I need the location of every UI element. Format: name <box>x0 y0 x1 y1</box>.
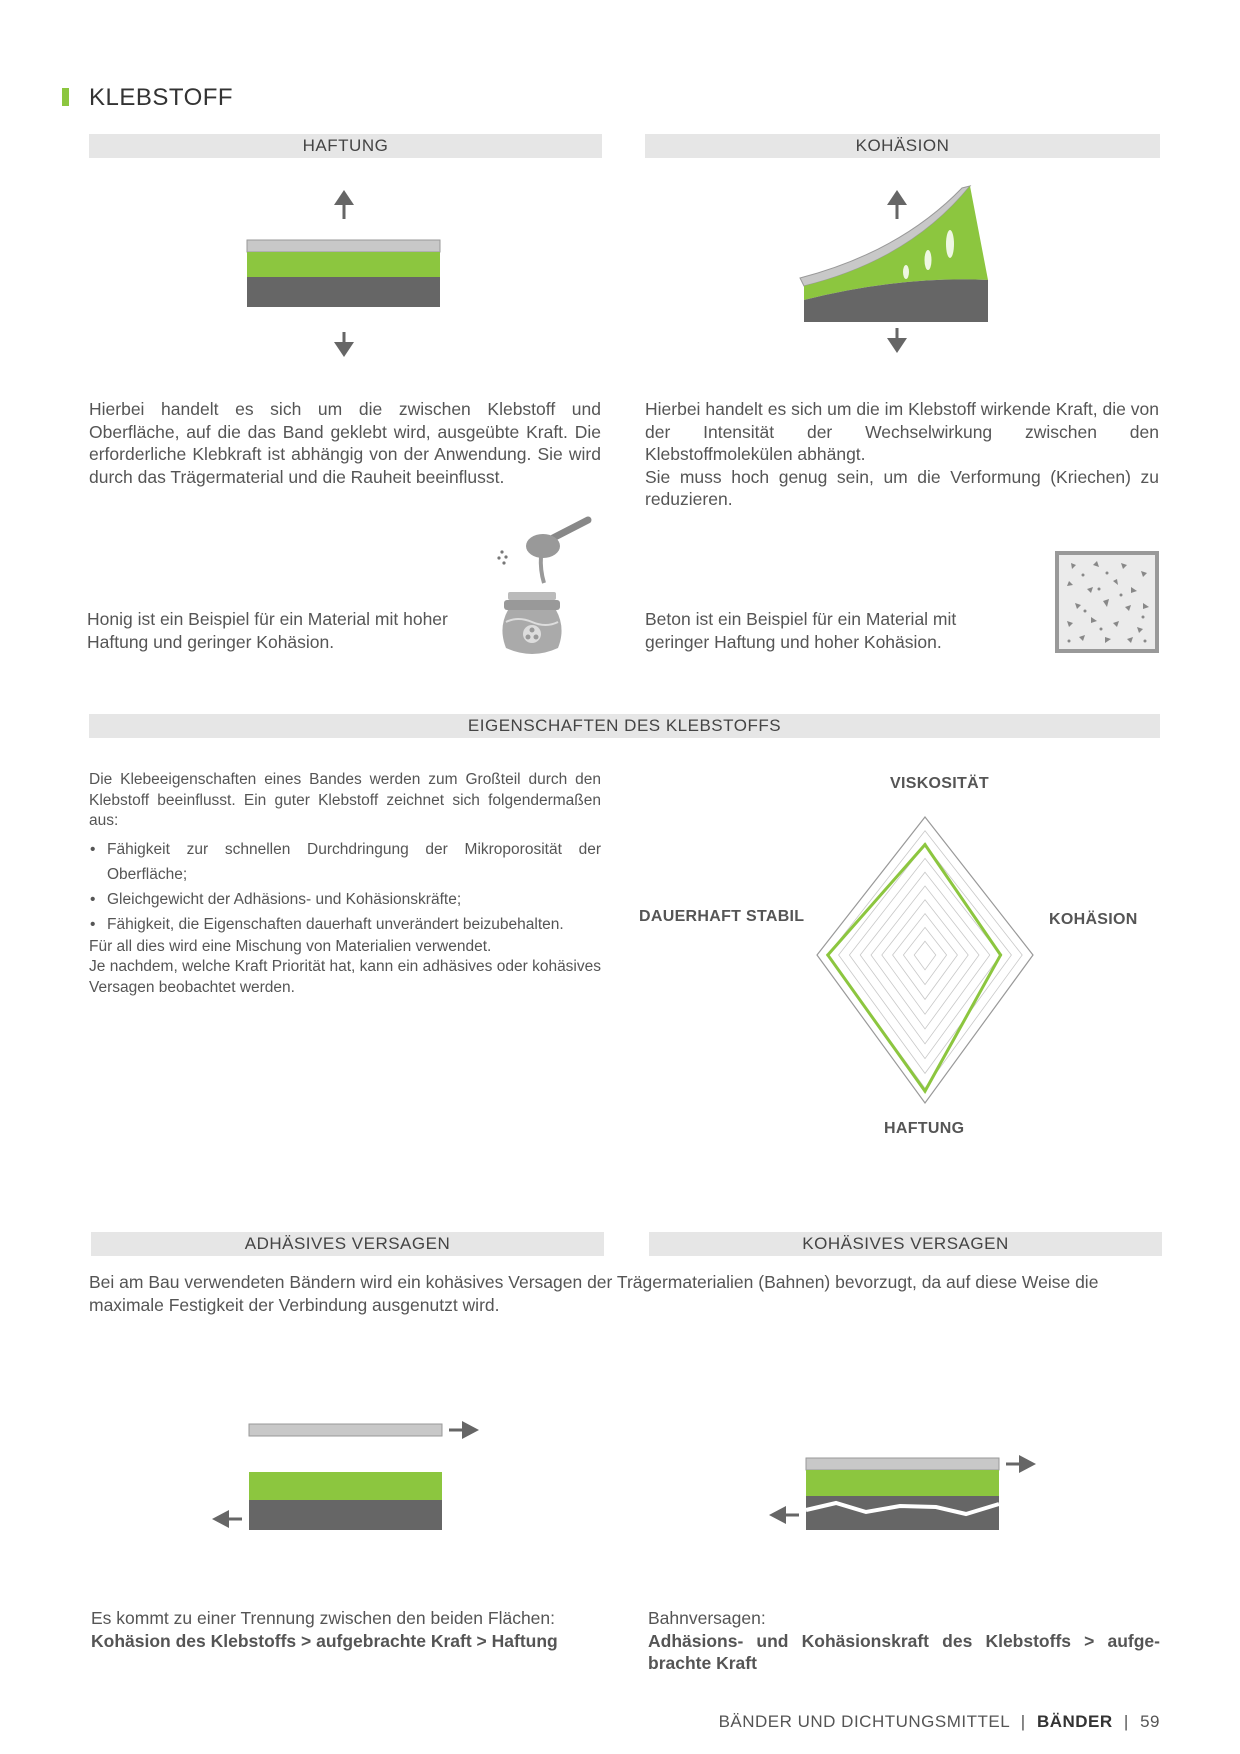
haftung-diagram <box>210 185 480 365</box>
radar-grid-ring <box>839 845 1012 1074</box>
kohaesion-text-1: Hierbei handelt es sich um die im Klebstoff wirkende Kraft, die von der Intensität der Wechselwirkung zwischen den Klebstoffmolekülen abhängt. <box>645 399 1159 464</box>
page-footer <box>719 1712 1160 1732</box>
adhesive-layer <box>806 1470 999 1496</box>
substrate-layer <box>247 277 440 307</box>
kohaesiv-caption <box>648 1607 1160 1675</box>
kohaesion-diagram <box>790 180 1020 365</box>
radar-grid-ring <box>828 831 1022 1088</box>
page-title: KLEBSTOFF <box>89 84 234 111</box>
section-bar-adhaesives-versagen: ADHÄSIVES VERSAGEN <box>91 1232 604 1256</box>
list-item: • Fähigkeit, die Eigenschaften dauerhaft unverändert beizubehalten. <box>89 912 601 937</box>
radar-grid-ring <box>871 886 979 1029</box>
list-item: • Gleichgewicht der Adhäsions- und Kohäsionskräfte; <box>89 887 601 912</box>
adhaesiv-caption-formula: Kohäsion des Klebstoffs > aufgebrachte Kraft > Haftung <box>91 1630 558 1651</box>
radar-grid-ring <box>903 927 946 984</box>
arrow-left-icon <box>212 1510 242 1528</box>
section-bar-kohaesives-versagen: KOHÄSIVES VERSAGEN <box>649 1232 1162 1256</box>
section-bar-eigenschaften: EIGENSCHAFTEN DES KLEBSTOFFS <box>89 714 1160 738</box>
radar-grid-ring <box>882 900 968 1014</box>
arrow-up-icon <box>887 190 907 219</box>
title-accent-bar <box>62 88 69 106</box>
radar-label-dauerhaft-stabil: DAUERHAFT STABIL <box>639 908 805 925</box>
eigenschaften-list <box>89 837 601 937</box>
list-item: • Fähigkeit zur schnellen Durchdringung der Mikroporosität der Oberfläche; <box>89 837 601 887</box>
substrate-layer <box>249 1500 442 1530</box>
kohaesion-description <box>645 398 1159 511</box>
radar-point-0 <box>924 843 927 846</box>
arrow-right-icon <box>449 1421 479 1439</box>
adhaesiv-caption-text: Es kommt zu einer Trennung zwischen den beiden Flächen: <box>91 1608 556 1628</box>
carrier-layer <box>249 1424 442 1436</box>
adhaesiv-caption <box>91 1607 611 1652</box>
eigenschaften-intro: Die Klebeeigenschaften eines Bandes werden zum Großteil durch den Klebstoff beeinflusst. Ein guter Klebstoff zeichnet sich folgendermaßen aus: <box>89 771 601 829</box>
eigenschaften-outro-2: Je nachdem, welche Kraft Priorität hat, kann ein adhäsives oder kohäsives Versagen beobachtet werden. <box>89 958 601 996</box>
haftung-example: Honig ist ein Beispiel für ein Material mit hoher Haftung und geringer Kohäsion. <box>87 609 448 652</box>
radar-grid-ring <box>817 817 1033 1103</box>
eigenschaften-text <box>89 770 601 998</box>
radar-point-2 <box>924 1090 927 1093</box>
footer-chapter: BÄNDER <box>1036 1712 1113 1731</box>
radar-grid-ring <box>893 914 958 1000</box>
haftung-description: Hierbei handelt es sich um die zwischen Klebstoff und Oberfläche, auf die das Band geklebt wird, ausgeübte Kraft. Die erforderliche Klebkraft ist abhängig von der Anwendung. Sie wird durch das Trägermaterial und die Rauheit beeinflusst. <box>89 399 601 487</box>
footer-separator: | <box>1123 1712 1129 1731</box>
kohaesion-text-2: Sie muss hoch genug sein, um die Verformung (Kriechen) zu reduzieren. <box>645 466 1159 509</box>
arrow-down-icon <box>334 332 354 357</box>
concrete-icon <box>1055 551 1159 653</box>
versagen-intro: Bei am Bau verwendeten Bändern wird ein kohäsives Versagen der Trägermaterialien (Bahnen) bevorzugt, da auf diese Weise die maximale Festigkeit der Verbindung ausgenutzt wird. <box>89 1272 1099 1315</box>
radar-point-3 <box>826 954 829 957</box>
adhesive-layer <box>247 252 440 277</box>
kohaesiv-caption-text: Bahnversagen: <box>648 1608 766 1628</box>
section-bar-kohaesion: KOHÄSION <box>645 134 1160 158</box>
honey-jar-icon <box>488 508 598 658</box>
radar-series-0 <box>828 845 1001 1092</box>
radar-label-kohaesion: KOHÄSION <box>1049 911 1138 928</box>
kohaesion-example: Beton ist ein Beispiel für ein Material mit geringer Haftung und hoher Kohäsion. <box>645 609 957 652</box>
radar-chart <box>800 795 1050 1115</box>
radar-grid-ring <box>914 941 936 970</box>
eigenschaften-outro-1: Für all dies wird eine Mischung von Materialien verwendet. <box>89 937 492 955</box>
footer-section: BÄNDER UND DICHTUNGSMITTEL <box>718 1712 1010 1731</box>
carrier-layer <box>247 240 440 252</box>
adhaesives-versagen-diagram <box>200 1410 490 1540</box>
kohaesives-versagen-diagram <box>760 1440 1050 1540</box>
radar-label-haftung: HAFTUNG <box>884 1120 965 1137</box>
page-number: 59 <box>1140 1712 1160 1731</box>
footer-separator: | <box>1020 1712 1026 1731</box>
carrier-layer <box>806 1458 999 1470</box>
kohaesiv-caption-formula: Adhäsions- und Kohäsionskraft des Klebstoffs > aufgebrachte Kraft <box>648 1630 1160 1673</box>
section-bar-haftung: HAFTUNG <box>89 134 602 158</box>
radar-point-1 <box>999 954 1002 957</box>
adhesive-layer <box>249 1472 442 1500</box>
arrow-down-icon <box>887 328 907 353</box>
radar-label-viskositaet: VISKOSITÄT <box>890 775 990 792</box>
arrow-up-icon <box>334 190 354 219</box>
arrow-left-icon <box>769 1506 799 1524</box>
arrow-right-icon <box>1006 1455 1036 1473</box>
